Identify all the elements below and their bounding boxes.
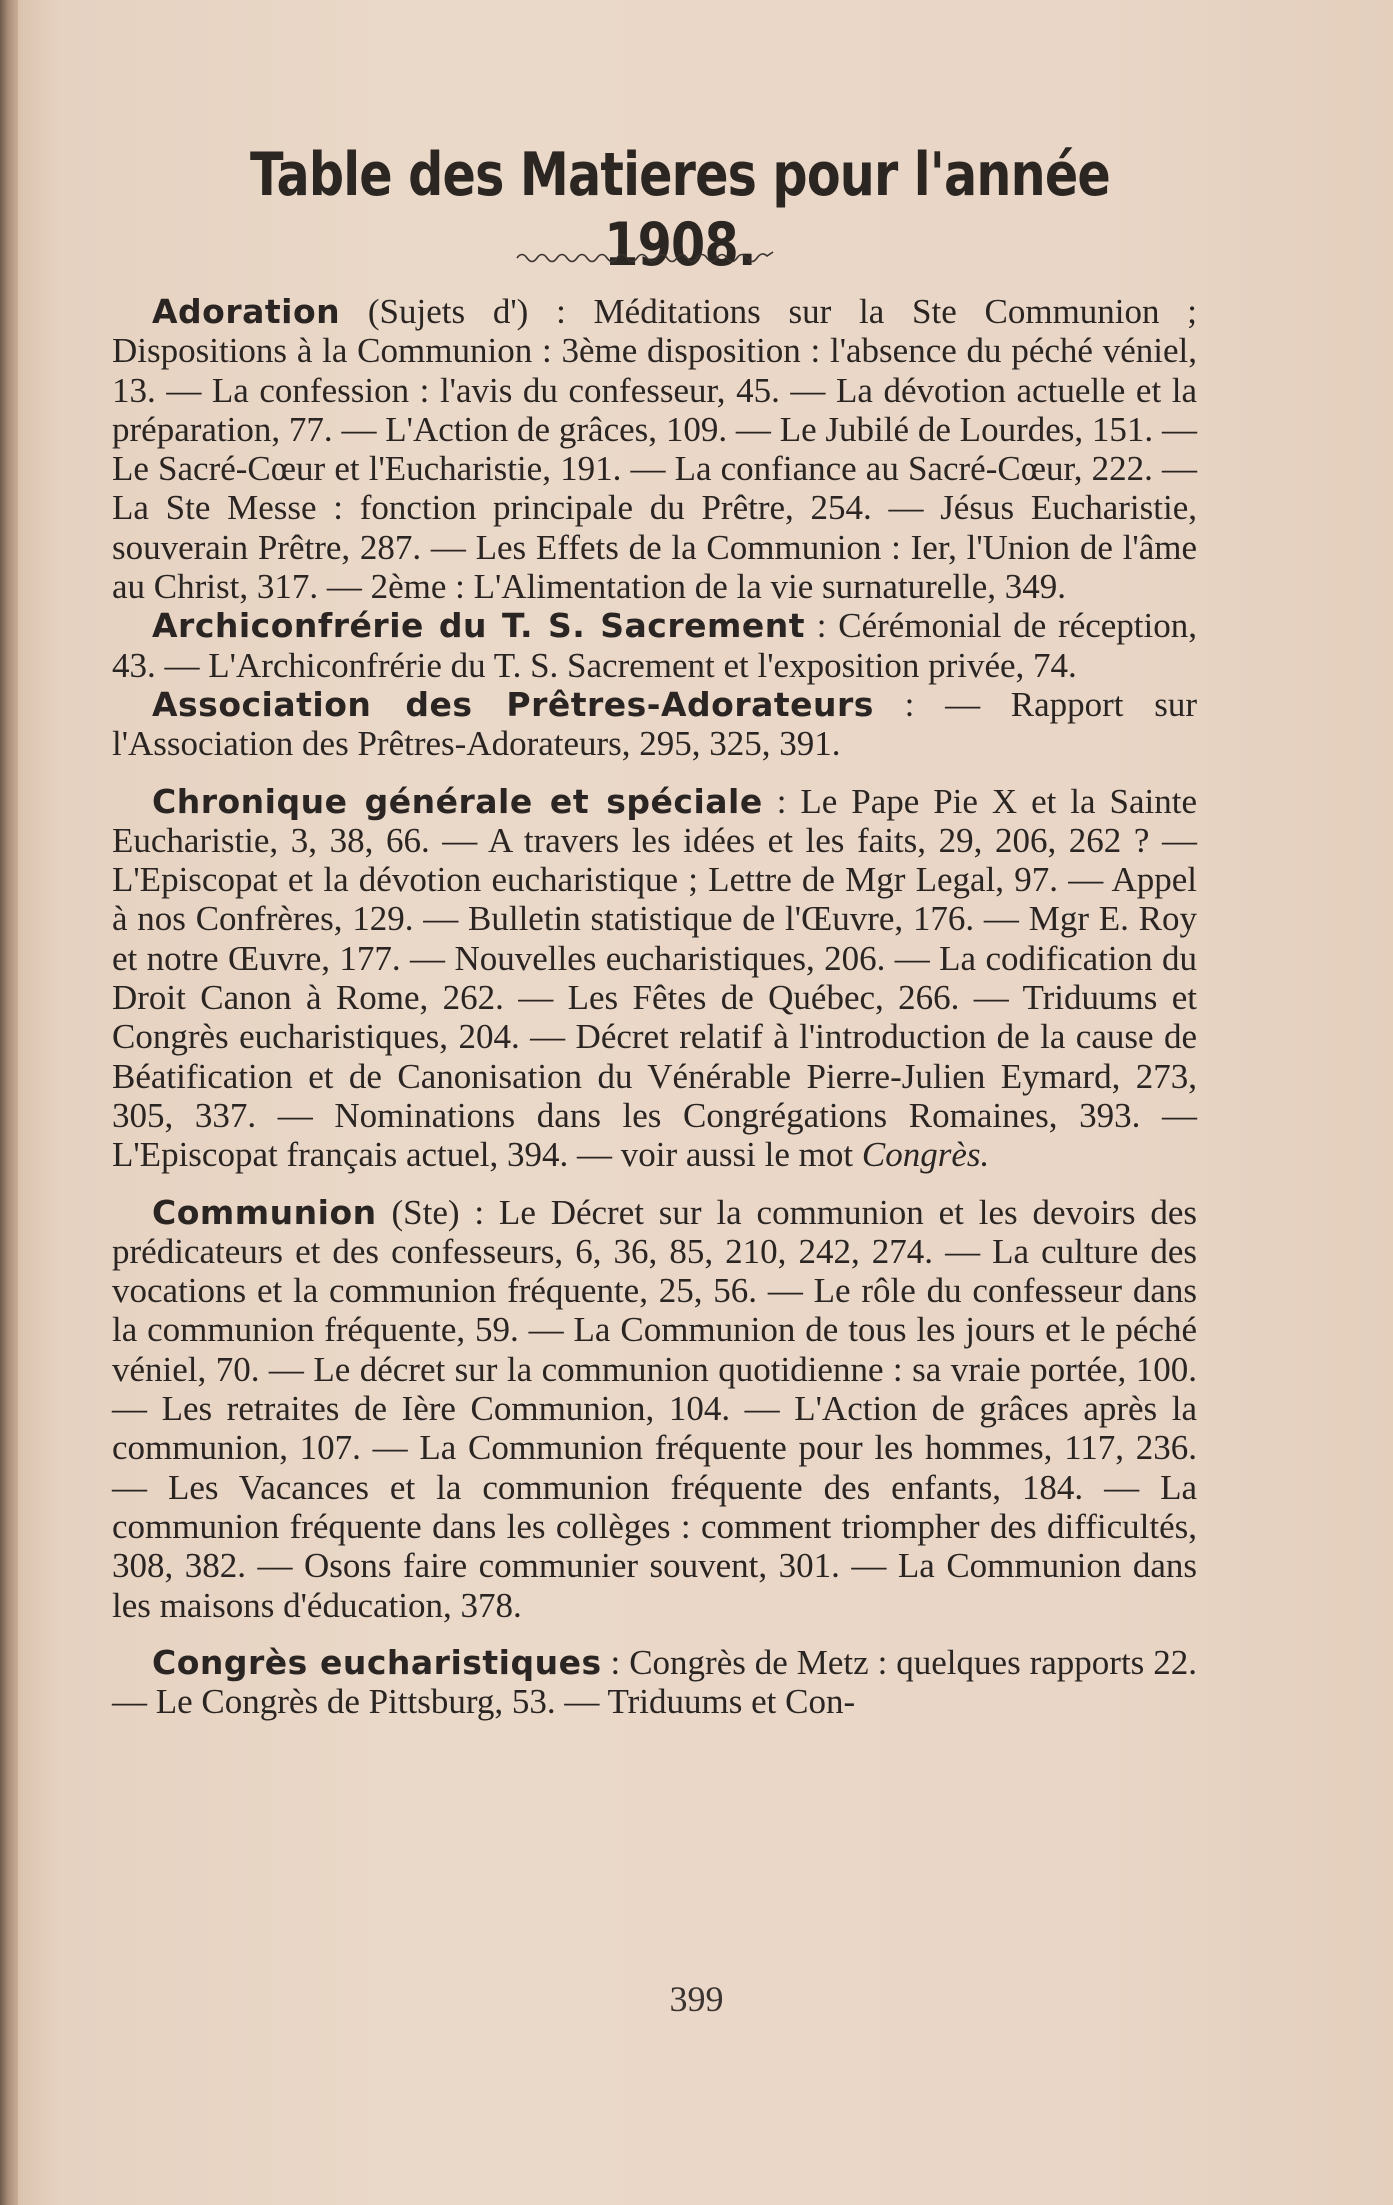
entry-heading: Association des Prêtres-Adorateurs <box>152 684 874 724</box>
entry-text: (Sujets d') : Méditations sur la Ste Communion ; Dispositions à la Communion : 3ème disposition : l'absence du péché véniel, 13. — La confession : l'avis du confesseur, 45. — La dévotion actuelle et la préparation, 77. — L'Action de grâces, 109. — Le Jubilé de Lourdes, 151. — Le Sacré-Cœur et l'Eucharistie, 191. — La confiance au Sacré-Cœur, 222. — La Ste Messe : fonction principale du Prêtre, 254. — Jésus Eucharistie, souverain Prêtre, 287. — Les Effets de la Communion : Ier, l'Union de l'âme au Christ, 317. — 2ème : L'Alimentation de la vie surnaturelle, 349. <box>112 292 1197 607</box>
table-of-contents <box>112 292 1197 1721</box>
page-binding-edge <box>0 0 18 2205</box>
toc-entry-congres <box>112 1643 1197 1722</box>
entry-text: : Congrès de Metz : quelques rapports 22. — Le Congrès de Pittsburg, 53. — Triduums et Con- <box>112 1642 1197 1722</box>
entry-text: (Ste) : Le Décret sur la communion et les devoirs des prédicateurs et des confesseurs, 6, 36, 85, 210, 242, 274. — La culture des vocations et la communion fréquente, 25, 56. — Le rôle du confesseur dans la communion fréquente, 59. — La Communion de tous les jours et le péché véniel, 70. — Le décret sur la communion quotidienne : sa vraie portée, 100. — Les retraites de Ière Communion, 104. — L'Action de grâces après la communion, 107. — La Communion fréquente pour les hommes, 117, 236. — Les Vacances et la communion fréquente des enfants, 184. — La communion fréquente dans les collèges : comment triompher des difficultés, 308, 382. — Osons faire communier souvent, 301. — La Communion dans les maisons d'éducation, 378. <box>112 1192 1197 1625</box>
decorative-flourish <box>515 248 775 264</box>
toc-entry-chronique <box>112 782 1197 1175</box>
entry-text: : Cérémonial de réception, 43. — L'Archiconfrérie du T. S. Sacrement et l'exposition privée, 74. <box>112 606 1197 685</box>
page-number: 399 <box>669 1979 724 2019</box>
entry-heading: Chronique générale et spéciale <box>152 781 763 821</box>
entry-heading: Communion <box>152 1192 377 1232</box>
toc-entry-adoration <box>112 292 1197 606</box>
entry-heading: Archiconfrérie du T. S. Sacrement <box>152 606 806 646</box>
entry-text: : Le Pape Pie X et la Sainte Eucharistie, 3, 38, 66. — A travers les idées et les faits, 29, 206, 262 ? — L'Episcopat et la dévotion eucharistique ; Lettre de Mgr Legal, 97. — Appel à nos Confrères, 129. — Bulletin statistique de l'Œuvre, 176. — Mgr E. Roy et notre Œuvre, 177. — Nouvelles eucharistiques, 206. — La codification du Droit Canon à Rome, 262. — Les Fêtes de Québec, 266. — Triduums et Congrès eucharistiques, 204. — Décret relatif à l'introduction de la cause de Béatification et de Canonisation du Vénérable Pierre-Julien Eymard, 273, 305, 337. — Nominations dans les Congrégations Romaines, 393. — L'Episcopat français actuel, 394. — voir aussi le mot <box>112 781 1197 1175</box>
toc-entry-archiconfrerie <box>112 606 1197 685</box>
toc-entry-communion <box>112 1193 1197 1625</box>
entry-heading: Adoration <box>152 292 341 331</box>
page-title: Table des Matieres pour l'année 1908. <box>250 140 1110 280</box>
toc-entry-association <box>112 685 1197 764</box>
entry-heading: Congrès eucharistiques <box>152 1642 602 1682</box>
entry-text: : — Rapport sur l'Association des Prêtres-Adorateurs, 295, 325, 391. <box>112 684 1197 764</box>
entry-italic-reference: Congrès. <box>861 1135 990 1175</box>
